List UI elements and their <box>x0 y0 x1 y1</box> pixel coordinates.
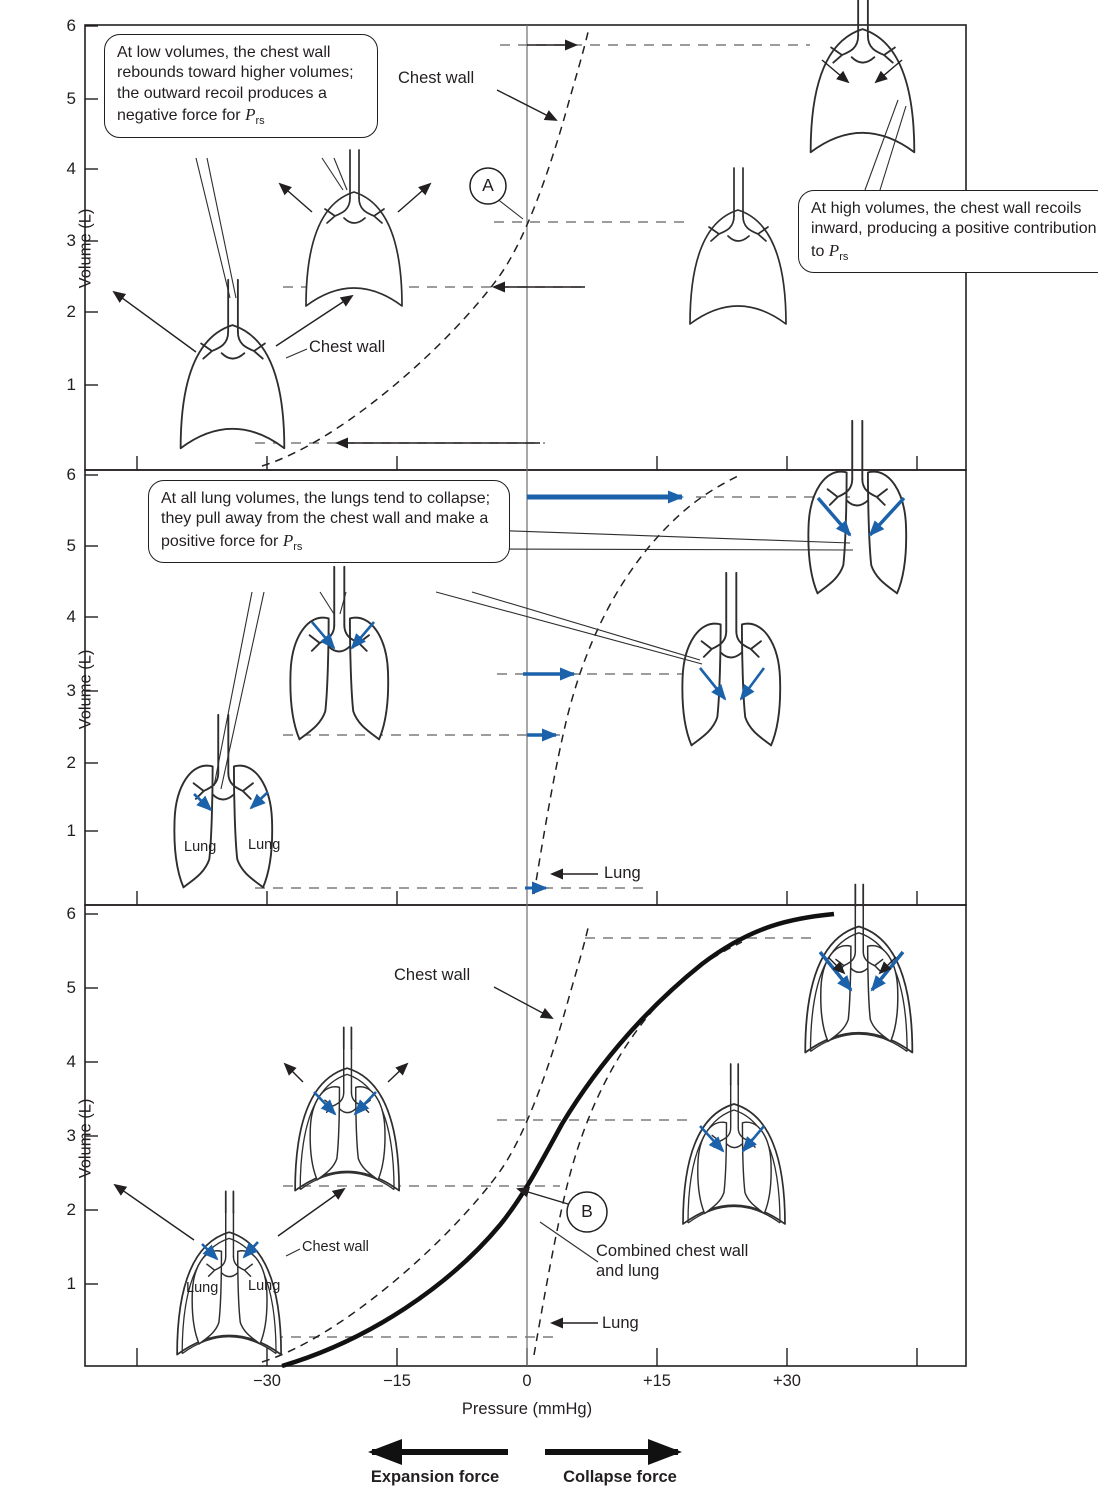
p2-ytick-5: 5 <box>66 536 76 555</box>
point-a-label: A <box>482 175 494 195</box>
callout-low-volumes-text: At low volumes, the chest wall rebounds toward higher volumes; the outward recoil produces a negative force for <box>117 44 354 125</box>
p3-lung-right-label: Lung <box>248 1278 281 1294</box>
xtick-pos15: +15 <box>643 1372 671 1390</box>
prs-subscript: rs <box>293 541 303 554</box>
panel1-volume-axis-label: Volume (L) <box>76 208 95 289</box>
collapse-force-label: Collapse force <box>563 1468 677 1486</box>
p2-ytick-4: 4 <box>66 607 76 626</box>
p2-ytick-1: 1 <box>66 821 76 840</box>
p1-ytick-2: 2 <box>66 302 76 321</box>
p1-ytick-3: 3 <box>66 231 76 250</box>
callout-high-volumes-text: At high volumes, the chest wall recoils inward, producing a positive contribution to <box>811 200 1097 260</box>
p1-ytick-5: 5 <box>66 89 76 108</box>
p1-chest-wall-right-illustration <box>690 168 786 324</box>
p1-chest-wall-diagram-label: Chest wall <box>309 338 386 356</box>
p3-combined-high-illustration <box>805 885 912 1053</box>
callout-low-volumes <box>104 34 378 138</box>
p2-lung-left-label: Lung <box>184 839 217 855</box>
p2-blue-pressure-arrows <box>523 497 682 888</box>
xtick-pos30: +30 <box>773 1372 801 1390</box>
point-b-arrow <box>518 1189 568 1204</box>
prs-symbol: P <box>245 105 256 125</box>
p1-ytick-1: 1 <box>66 375 76 394</box>
p3-ytick-5: 5 <box>66 978 76 997</box>
p2-lung-high-illustration <box>808 421 906 593</box>
p3-combined-low-illustration <box>177 1191 281 1354</box>
callout-high-volumes <box>798 190 1098 273</box>
p2-lung-mid-illustration <box>290 567 388 739</box>
p1-chest-wall-low-illustration <box>181 280 285 448</box>
p3-ytick-3: 3 <box>66 1126 76 1145</box>
prs-subscript: rs <box>839 251 849 264</box>
xtick-0: 0 <box>522 1372 532 1390</box>
p2-lung-curve-label: Lung <box>604 864 641 882</box>
point-b-label: B <box>581 1201 593 1221</box>
p2-ytick-6: 6 <box>66 465 76 484</box>
p2-ytick-3: 3 <box>66 681 76 700</box>
pressure-axis-title: Pressure (mmHg) <box>461 1400 593 1418</box>
prs-symbol: P <box>828 240 840 260</box>
p3-chest-wall-curve-label: Chest wall <box>394 966 471 984</box>
p1-ytick-4: 4 <box>66 159 76 178</box>
p3-combined-right-illustration <box>683 1064 785 1224</box>
callout-lung-collapse-text: At all lung volumes, the lungs tend to collapse; they pull away from the chest wall and make a positive force for <box>161 490 491 550</box>
p3-lung-curve-label: Lung <box>602 1314 639 1332</box>
xtick-neg30: −30 <box>253 1372 281 1390</box>
point-a-line <box>496 198 523 219</box>
p2-ytick-2: 2 <box>66 753 76 772</box>
p3-ytick-2: 2 <box>66 1200 76 1219</box>
p3-combined-mid-illustration <box>295 1027 399 1190</box>
p1-chest-wall-curve-label: Chest wall <box>398 69 475 87</box>
callout-lung-collapse <box>148 480 510 563</box>
p2-lung-right-label: Lung <box>248 837 281 853</box>
p3-lung-recoil-arrows <box>202 952 903 1259</box>
p1-ytick-6: 6 <box>66 16 76 35</box>
p3-ytick-1: 1 <box>66 1274 76 1293</box>
panel2-volume-axis-label: Volume (L) <box>76 649 95 730</box>
expansion-force-label: Expansion force <box>370 1468 500 1486</box>
p3-lung-left-label: Lung <box>186 1280 219 1296</box>
prs-subscript: rs <box>255 115 265 128</box>
p3-ytick-6: 6 <box>66 904 76 923</box>
xtick-neg15: −15 <box>383 1372 411 1390</box>
p3-chest-wall-label-arrow <box>494 987 552 1018</box>
p3-combined-curve-label: Combined chest wall and lung <box>596 1242 749 1280</box>
p3-chest-wall-small-label-line <box>286 1249 300 1256</box>
p1-chest-wall-small-label-line <box>286 349 307 358</box>
panel3-volume-axis-label: Volume (L) <box>76 1098 95 1179</box>
p1-chest-wall-mid-illustration <box>306 150 402 306</box>
p3-chest-wall-diagram-label: Chest wall <box>302 1239 369 1255</box>
prs-symbol: P <box>282 530 294 550</box>
p3-ytick-4: 4 <box>66 1052 76 1071</box>
